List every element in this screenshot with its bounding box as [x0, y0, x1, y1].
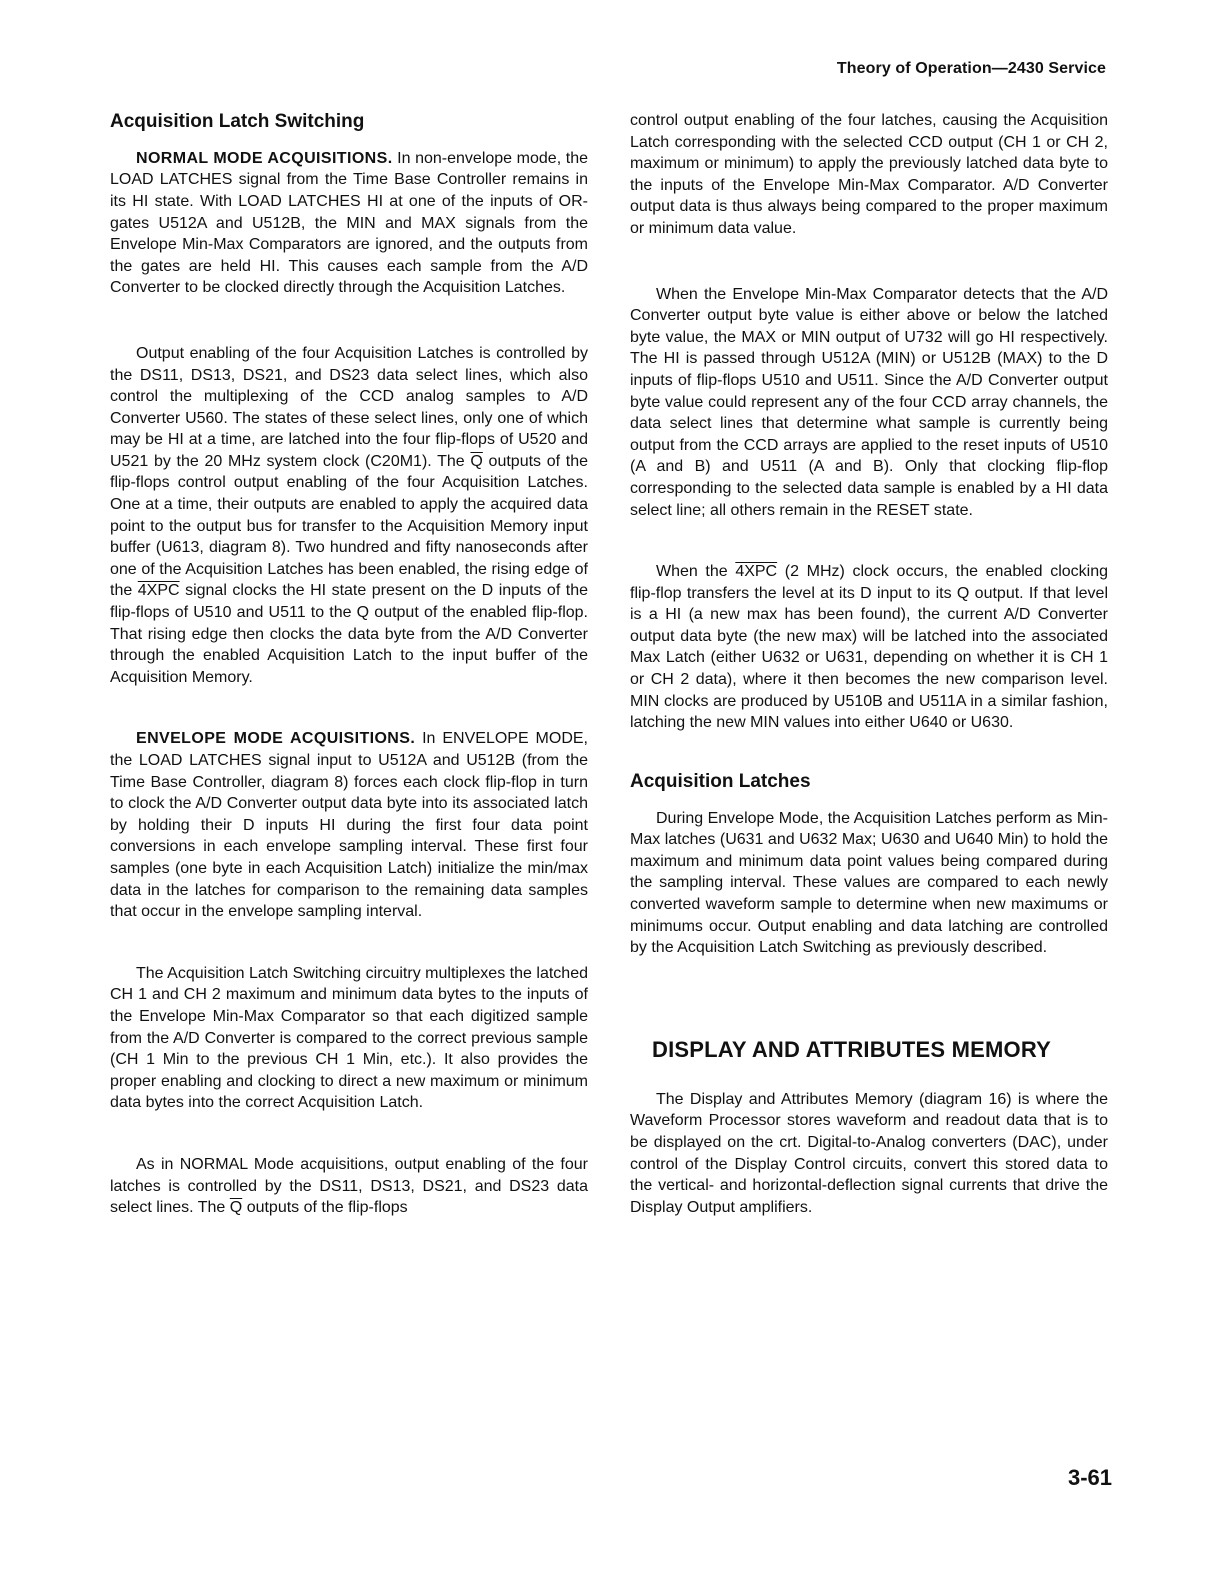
paragraph-normal-mode — [110, 148, 588, 299]
section-title-display-attributes-memory: DISPLAY AND ATTRIBUTES MEMORY — [652, 1036, 1051, 1062]
paragraph-continuation: control output enabling of the four latches, causing the Acquisition Latch corresponding with the selected CCD output (CH 1 or CH 2, maximum or minimum) to apply the previously latched data byte to the inputs of the Envelope Min-Max Comparator. A/D Converter output data is thus always being compared to the proper maximum or minimum data value. — [630, 112, 1108, 237]
paragraph-output-enabling: Output enabling of the four Acquisition Latches is controlled by the DS11, DS13, DS21, and DS23 data select lines, which also control the multiplexing of the CCD analog samples to A/D Converter U560. The states of these select lines, only one of which may be HI at a time, are latched into the four flip-flops of U520 and U521 by the 20 MHz system clock (C20M1). The $\overline{Q}$ outputs of the flip-flops control output enabling of the four Acquisition Latches. One at a time, their outputs are enabled to apply the acquired data point to the output bus for transfer to the Acquisition Memory input buffer (U613, diagram 8). Two hundred and fifty nanoseconds after one of the Acquisition Latches has been enabled, the rising edge of the 4XPC signal clocks the HI state present on the D inputs of the flip-flops of U510 and U511 to the Q output of the enabled flip-flop. That rising edge then clocks the data byte from the A/D Converter through the enabled Acquisition Latch to the input buffer of the Acquisition Memory. — [110, 344, 589, 686]
q-bar-symbol: $\overline{Q}$ — [229, 1199, 243, 1217]
run-in-heading-normal-mode: NORMAL MODE ACQUISITIONS. — [136, 149, 393, 167]
left-column — [110, 110, 588, 1219]
paragraph-normal-mode-comparison: As in NORMAL Mode acquisitions, output enabling of the four latches is controlled by the DS11, DS13, DS21, and DS23 data select lines. The $\overline{Q}$ outputs of the flip-flops — [110, 1155, 588, 1217]
running-header: Theory of Operation—2430 Service — [836, 60, 1106, 77]
run-in-heading-envelope-mode: ENVELOPE MODE ACQUISITIONS. — [136, 730, 416, 748]
paragraph-acquisition-latches: During Envelope Mode, the Acquisition Latches perform as Min-Max latches (U631 and U632 Max; U630 and U640 Min) to hold the maximum and minimum data point values being compared during the sampling interval. These values are compared to each newly converted waveform sample to determine when new maximums or minimums occur. Output enabling and data latching are controlled by the Acquisition Latch Switching as previously described. — [630, 809, 1108, 957]
q-bar-symbol: $\overline{Q}$ — [470, 452, 483, 470]
paragraph-4xpc-clock: When the 4XPC (2 MHz) clock occurs, the enabled clocking flip-flop transfers the level at its D input to its Q output. If that level is a HI (a new max has been found), the current A/D Converter output data byte (the new max) will be latched into the associated Max Latch (either U632 or U631, depending on whether it is CH 1 or CH 2 data), where it then becomes the new comparison level. MIN clocks are produced by U510B and U511A in a similar fashion, latching the new MIN values into either U640 or U630. — [630, 563, 1108, 732]
paragraph-display-attributes-memory: The Display and Attributes Memory (diagram 16) is where the Waveform Processor stores waveform and readout data that is to be displayed on the crt. Digital-to-Analog converters (DAC), under control of the Display Control circuits, convert this stored data to the vertical- and horizontal-deflection signal currents that drive the Display Output amplifiers. — [630, 1090, 1108, 1216]
paragraph-text: In ENVELOPE MODE, the LOAD LATCHES signal input to U512A and U512B (from the Time Base Controller, diagram 8) forces each clock flip-flop in turn to clock the A/D Converter output data byte into its associated latch by holding their D inputs HI during the first four data point conversions in each envelope sampling interval. These first four samples (one byte in each Acquisition Latch) initialize the min/max data in the latches for comparison to the remaining data samples that occur in the envelope sampling interval. — [110, 730, 588, 921]
4xpc-bar-symbol: 4XPC — [137, 582, 180, 600]
paragraph-latch-switching-circuitry: The Acquisition Latch Switching circuitry multiplexes the latched CH 1 and CH 2 maximum and minimum data bytes to the inputs of the Envelope Min-Max Comparator so that each digitized sample from the A/D Converter is compared to the correct previous sample (CH 1 Min to the previous CH 1 Min, etc.). It also provides the proper enabling and clocking to direct a new maximum or minimum data bytes into the correct Acquisition Latch. — [110, 964, 588, 1112]
paragraph-min-max-comparator: When the Envelope Min-Max Comparator detects that the A/D Converter output byte value is either above or below the latched byte value, the MAX or MIN output of U732 will go HI respectively. The HI is passed through U512A (MIN) or U512B (MAX) to the D inputs of flip-flops U510 and U511. Since the A/D Converter output byte value could represent any of the four CCD array channels, the data select lines that determine what sample is currently being output from the CCD arrays are applied to the reset inputs of U510 (A and B) and U511 (A and B). Only that clocking flip-flop corresponding to the selected data sample is enabled by a HI data select line; all others remain in the RESET state. — [630, 285, 1108, 519]
section-heading-acquisition-latches: Acquisition Latches — [630, 770, 811, 792]
paragraph-text: In non-envelope mode, the LOAD LATCHES signal from the Time Base Controller remains in its HI state. With LOAD LATCHES HI at one of the inputs of OR-gates U512A and U512B, the MIN and MAX signals from the Envelope Min-Max Comparators are ignored, and the outputs from the gates are held HI. This causes each sample from the A/D Converter to be clocked directly through the Acquisition Latches. — [110, 149, 588, 297]
right-column — [630, 110, 1108, 1218]
section-heading-acquisition-latch-switching: Acquisition Latch Switching — [110, 111, 365, 132]
page-number: 3-61 — [1067, 1465, 1112, 1490]
paragraph-envelope-mode — [110, 728, 588, 922]
4xpc-bar-symbol: 4XPC — [735, 563, 778, 581]
